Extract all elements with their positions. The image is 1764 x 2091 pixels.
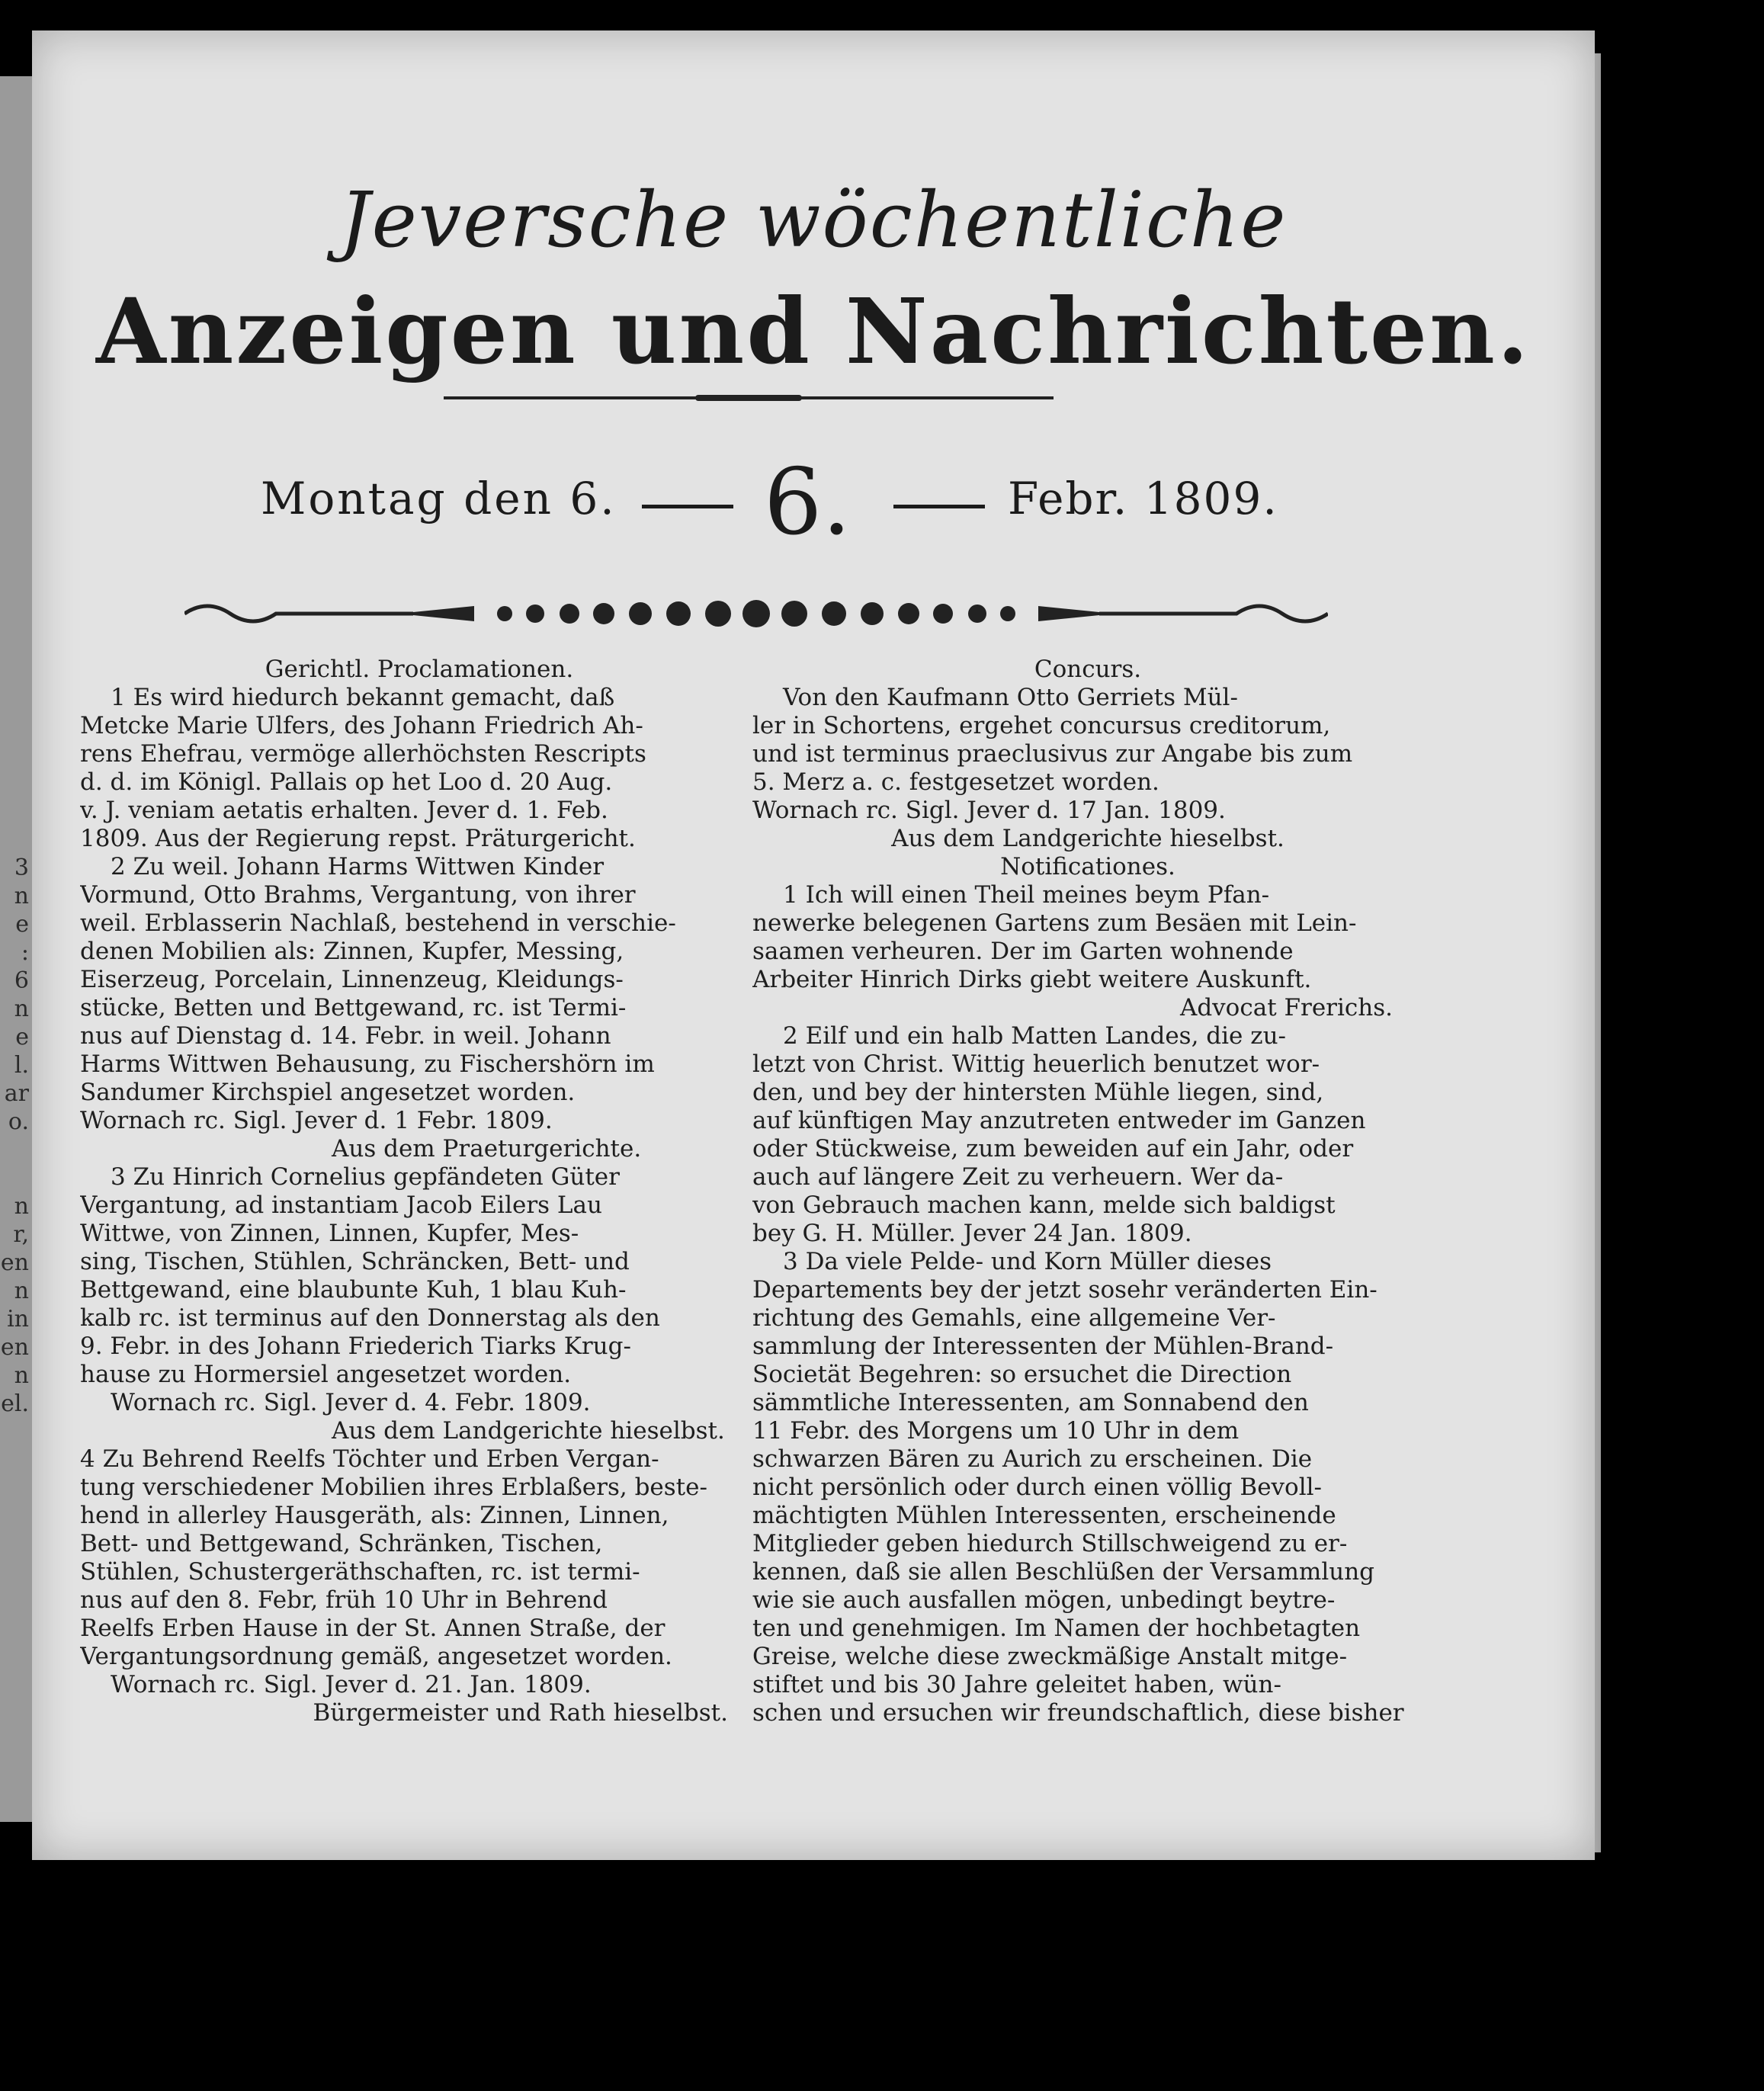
text-line: newerke belegenen Gartens zum Besäen mit Lein- — [752, 909, 1357, 937]
text-line: weil. Erblasserin Nachlaß, bestehend in verschie- — [80, 909, 676, 937]
text-line: schen und ersuchen wir freundschaftlich, diese bisher — [752, 1699, 1404, 1727]
masthead-line-2: Anzeigen und Nachrichten. — [96, 278, 1531, 384]
fragment-line: e — [15, 1024, 29, 1050]
text-line: d. d. im Königl. Pallais op het Loo d. 20 Aug. — [80, 768, 613, 796]
text-line: 9. Febr. in des Johann Friederich Tiarks Krug- — [80, 1333, 631, 1360]
text-line: auch auf längere Zeit zu verheuern. Wer da- — [752, 1163, 1284, 1191]
text-line: 1 Ich will einen Theil meines beym Pfan- — [783, 881, 1270, 909]
fragment-line: in — [7, 1306, 29, 1333]
text-line: Wittwe, von Zinnen, Linnen, Kupfer, Mes- — [80, 1220, 579, 1247]
text-line: sing, Tischen, Stühlen, Schräncken, Bett- und — [80, 1248, 630, 1275]
fragment-line: en — [0, 1249, 29, 1276]
text-line: Wornach rc. Sigl. Jever d. 4. Febr. 1809. — [111, 1389, 591, 1416]
text-line: stiftet und bis 30 Jahre geleitet haben, wün- — [752, 1671, 1281, 1698]
text-line: 3 Zu Hinrich Cornelius gepfändeten Güter — [111, 1163, 620, 1191]
text-line: Mitglieder geben hiedurch Stillschweigend zu er- — [752, 1530, 1348, 1557]
fragment-line: r, — [13, 1221, 29, 1248]
text-line: Reelfs Erben Hause in der St. Annen Straße, der — [80, 1615, 666, 1642]
text-line: Eiserzeug, Porcelain, Linnenzeug, Kleidungs- — [80, 966, 624, 993]
text-line: Metcke Marie Ulfers, des Johann Friedrich Ah- — [80, 712, 643, 739]
dateline-dash-right — [893, 505, 985, 508]
text-line: Von den Kaufmann Otto Gerriets Mül- — [783, 684, 1238, 711]
text-line: hend in allerley Hausgeräth, als: Zinnen, Linnen, — [80, 1502, 669, 1529]
dateline-month-year: Febr. 1809. — [1008, 473, 1278, 524]
text-line: 1 Es wird hiedurch bekannt gemacht, daß — [111, 684, 615, 711]
fragment-line: e — [15, 911, 29, 938]
text-line: ler in Schortens, ergehet concursus creditorum, — [752, 712, 1331, 739]
fragment-line: n — [14, 996, 29, 1022]
text-line: Sandumer Kirchspiel angesetzet worden. — [80, 1079, 576, 1106]
text-line: von Gebrauch machen kann, melde sich baldigst — [752, 1191, 1336, 1219]
text-line: stücke, Betten und Bettgewand, rc. ist Termi- — [80, 994, 627, 1021]
text-line: Gerichtl. Proclamationen. — [265, 656, 574, 683]
fragment-line: n — [14, 1278, 29, 1304]
fragment-line: l. — [14, 1052, 29, 1079]
dateline-dash-left — [642, 505, 733, 508]
text-line: Greise, welche diese zweckmäßige Anstalt mitge- — [752, 1643, 1348, 1670]
text-line: saamen verheuren. Der im Garten wohnende — [752, 938, 1294, 965]
column-left — [80, 656, 759, 1727]
text-line: 2 Zu weil. Johann Harms Wittwen Kinder — [111, 853, 605, 880]
dateline — [32, 450, 1595, 564]
decorative-ornament-rule — [184, 595, 1328, 633]
text-line: tung verschiedener Mobilien ihres Erblaßers, beste- — [80, 1474, 707, 1501]
text-line: Bürgermeister und Rath hieselbst. — [313, 1699, 728, 1727]
text-line: Departements bey der jetzt sosehr veränderten Ein- — [752, 1276, 1378, 1304]
text-line: kennen, daß sie allen Beschlüßen der Versammlung — [752, 1558, 1375, 1586]
fragment-line: el. — [1, 1390, 29, 1417]
text-line: sämmtliche Interessenten, am Sonnabend den — [752, 1389, 1309, 1416]
text-line: Vergantung, ad instantiam Jacob Eilers Lau — [80, 1191, 602, 1219]
text-line: Harms Wittwen Behausung, zu Fischershörn im — [80, 1050, 655, 1078]
text-line: Concurs. — [1034, 656, 1142, 683]
text-line: 4 Zu Behrend Reelfs Töchter und Erben Vergan- — [80, 1445, 659, 1473]
text-line: ten und genehmigen. Im Namen der hochbetagten — [752, 1615, 1361, 1642]
text-line: rens Ehefrau, vermöge allerhöchsten Rescripts — [80, 740, 646, 768]
text-line: Aus dem Landgerichte hieselbst. — [891, 825, 1285, 852]
fragment-line: 3 — [14, 855, 29, 881]
column-right — [752, 656, 1423, 1727]
text-line: nus auf Dienstag d. 14. Febr. in weil. Johann — [80, 1022, 611, 1050]
text-line: v. J. veniam aetatis erhalten. Jever d. 1. Feb. — [80, 797, 608, 824]
text-line: Arbeiter Hinrich Dirks giebt weitere Auskunft. — [752, 966, 1312, 993]
fragment-line: o. — [8, 1108, 29, 1135]
text-line: Wornach rc. Sigl. Jever d. 17 Jan. 1809. — [752, 797, 1226, 824]
text-line: Vergantungsordnung gemäß, angesetzet worden. — [80, 1643, 672, 1670]
text-line: den, und bey der hintersten Mühle liegen, sind, — [752, 1079, 1324, 1106]
text-line: Bettgewand, eine blaubunte Kuh, 1 blau Kuh- — [80, 1276, 627, 1304]
masthead-line-1: Jeversche wöchentliche — [339, 175, 1288, 265]
text-line: 1809. Aus der Regierung repst. Präturgericht. — [80, 825, 636, 852]
text-line: Stühlen, Schustergeräthschaften, rc. ist termi- — [80, 1558, 640, 1586]
text-line: sammlung der Interessenten der Mühlen-Brand- — [752, 1333, 1334, 1360]
previous-page-fragments — [0, 854, 30, 1418]
fragment-line — [0, 1164, 30, 1192]
fragment-line: en — [0, 1334, 29, 1361]
text-line: bey G. H. Müller. Jever 24 Jan. 1809. — [752, 1220, 1192, 1247]
text-line: oder Stückweise, zum beweiden auf ein Jahr, oder — [752, 1135, 1354, 1163]
text-line: und ist terminus praeclusivus zur Angabe bis zum — [752, 740, 1353, 768]
text-line: Bett- und Bettgewand, Schränken, Tischen, — [80, 1530, 603, 1557]
fragment-line: n — [14, 1193, 29, 1220]
text-line: richtung des Gemahls, eine allgemeine Ver- — [752, 1304, 1276, 1332]
newspaper-page — [32, 30, 1595, 1860]
fragment-line: ar — [4, 1080, 29, 1107]
text-line: Aus dem Praeturgerichte. — [332, 1135, 642, 1163]
fragment-line: 6 — [14, 967, 29, 994]
text-line: auf künftigen May anzutreten entweder im Ganzen — [752, 1107, 1366, 1134]
issue-number: 6. — [764, 450, 852, 556]
fragment-line: n — [14, 1362, 29, 1389]
text-line: nicht persönlich oder durch einen völlig Bevoll- — [752, 1474, 1323, 1501]
text-line: wie sie auch ausfallen mögen, unbedingt beytre- — [752, 1586, 1336, 1614]
text-line: Vormund, Otto Brahms, Vergantung, von ihrer — [80, 881, 636, 909]
text-line: 2 Eilf und ein halb Matten Landes, die zu- — [783, 1022, 1287, 1050]
text-line: denen Mobilien als: Zinnen, Kupfer, Messing, — [80, 938, 624, 965]
text-line: Societät Begehren: so ersuchet die Direction — [752, 1361, 1292, 1388]
fragment-line: n — [14, 883, 29, 909]
text-line: Advocat Frerichs. — [1179, 994, 1393, 1021]
fragment-line — [0, 1136, 30, 1164]
text-line: letzt von Christ. Wittig heuerlich benutzet wor- — [752, 1050, 1320, 1078]
text-line: 11 Febr. des Morgens um 10 Uhr in dem — [752, 1417, 1240, 1445]
text-line: schwarzen Bären zu Aurich zu erscheinen. Die — [752, 1445, 1313, 1473]
text-line: Aus dem Landgerichte hieselbst. — [332, 1417, 725, 1445]
text-line: Wornach rc. Sigl. Jever d. 21. Jan. 1809. — [111, 1671, 592, 1698]
text-line: Notificationes. — [1000, 853, 1175, 880]
text-line: nus auf den 8. Febr, früh 10 Uhr in Behrend — [80, 1586, 608, 1614]
text-line: kalb rc. ist terminus auf den Donnerstag als den — [80, 1304, 660, 1332]
text-line: mächtigten Mühlen Interessenten, erscheinende — [752, 1502, 1336, 1529]
masthead-rule — [444, 396, 1054, 399]
text-line: 5. Merz a. c. festgesetzet worden. — [752, 768, 1159, 796]
text-line: hause zu Hormersiel angesetzet worden. — [80, 1361, 572, 1388]
dateline-day: Montag den 6. — [261, 473, 617, 524]
text-line: Wornach rc. Sigl. Jever d. 1 Febr. 1809. — [80, 1107, 553, 1134]
text-line: 3 Da viele Pelde- und Korn Müller dieses — [783, 1248, 1272, 1275]
fragment-line: : — [21, 939, 29, 966]
